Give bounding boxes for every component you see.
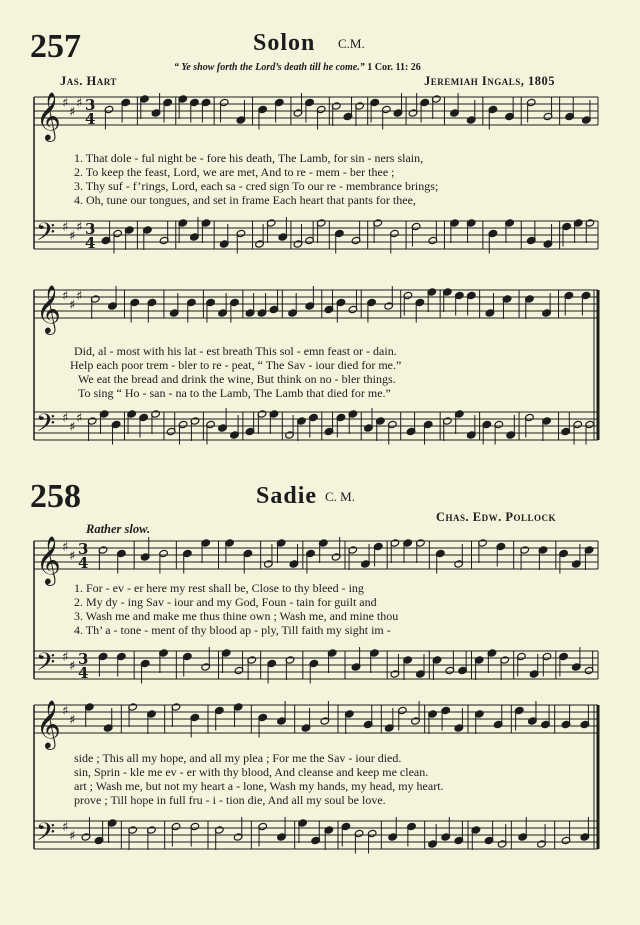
sharp-icon: ♯: [62, 650, 69, 665]
verse-line: To sing “ Ho - san - na to the Lamb, The Lamb that died for me.”: [78, 386, 391, 400]
meter-257: C.M.: [338, 36, 365, 51]
sharp-icon: ♯: [76, 96, 83, 111]
verse-line: 2. To keep the feast, Lord, we are met, And to re - mem - ber thee ;: [74, 165, 395, 179]
sharp-icon: ♯: [62, 704, 69, 719]
verse-line: 3. Thy suf - f’rings, Lord, each sa - cred sign To our re - membrance brings;: [74, 179, 439, 193]
treble-clef-icon: 𝄞: [36, 699, 61, 748]
verse-line: 4. Th’ a - tone - ment of thy blood ap - ply, Till faith my sight im -: [74, 623, 391, 637]
quote-text: “ Ye show forth the Lord’s death till he come.”: [174, 62, 365, 73]
tune-name-sadie: Sadie: [256, 483, 318, 509]
verse-line: side ; This all my hope, and all my plea ; For me the Sav - iour died.: [74, 751, 402, 765]
scripture-reference: 1 Cor. 11: 26: [367, 62, 421, 73]
music-credit-257: Jeremiah Ingals, 1805: [424, 74, 555, 88]
sharp-icon: ♯: [69, 713, 76, 728]
sharp-icon: ♯: [62, 96, 69, 111]
sharp-icon: ♯: [69, 420, 76, 435]
sharp-icon: ♯: [62, 540, 69, 555]
verse-line: Help each poor trem - bler to re - peat, “ The Sav - iour died for me.”: [70, 358, 402, 372]
sharp-icon: ♯: [62, 289, 69, 304]
verse-line: prove ; Till hope in full fru - i - tion die, And all my soul be love.: [74, 793, 386, 807]
time-signature-top: 3: [78, 650, 89, 668]
meter-258: C. M.: [325, 489, 355, 504]
time-signature-bottom: 4: [85, 110, 96, 128]
treble-clef-icon: 𝄞: [36, 284, 61, 333]
sharp-icon: ♯: [69, 549, 76, 564]
bass-clef-icon: 𝄢: [36, 648, 56, 683]
sharp-icon: ♯: [62, 820, 69, 835]
sharp-icon: ♯: [76, 220, 83, 235]
sharp-icon: ♯: [69, 298, 76, 313]
sharp-icon: ♯: [69, 829, 76, 844]
verse-line: 3. Wash me and make me thus thine own ; Wash me, and mine thou: [74, 609, 399, 623]
time-signature-top: 3: [78, 540, 89, 558]
sharp-icon: ♯: [69, 105, 76, 120]
time-signature-bottom: 4: [85, 234, 96, 252]
verse-line: We eat the bread and drink the wine, But think on no - bler things.: [78, 372, 396, 386]
sharp-icon: ♯: [69, 659, 76, 674]
time-signature-bottom: 4: [78, 554, 89, 572]
verse-line: 4. Oh, tune our tongues, and set in frame Each heart that pants for thee,: [74, 193, 416, 207]
verse-line: sin, Sprin - kle me ev - er with thy blood, And cleanse and keep me clean.: [74, 765, 429, 779]
time-signature-bottom: 4: [78, 664, 89, 682]
bass-clef-icon: 𝄢: [36, 409, 56, 444]
words-credit-257: Jas. Hart: [60, 74, 117, 88]
verse-line: 2. My dy - ing Sav - iour and my God, Foun - tain for guilt and: [74, 595, 377, 609]
bass-clef-icon: 𝄢: [36, 818, 56, 853]
treble-clef-icon: 𝄞: [36, 535, 61, 584]
hymn-number-258: 258: [30, 478, 81, 515]
sharp-icon: ♯: [62, 411, 69, 426]
verse-line: 1. For - ev - er here my rest shall be, Close to thy bleed - ing: [74, 581, 364, 595]
verse-line: Did, al - most with his lat - est breath This sol - emn feast or - dain.: [74, 344, 397, 358]
sharp-icon: ♯: [62, 220, 69, 235]
verse-line: 1. That dole - ful night be - fore his death, The Lamb, for sin - ners slain,: [74, 151, 424, 165]
bass-clef-icon: 𝄢: [36, 218, 56, 253]
sharp-icon: ♯: [76, 289, 83, 304]
hymn-number-257: 257: [30, 28, 81, 65]
time-signature-top: 3: [85, 220, 96, 238]
sharp-icon: ♯: [76, 411, 83, 426]
time-signature-top: 3: [85, 96, 96, 114]
verse-line: art ; Wash me, but not my heart a - lone, Wash my hands, my head, my heart.: [74, 779, 444, 793]
sharp-icon: ♯: [69, 229, 76, 244]
treble-clef-icon: 𝄞: [36, 91, 61, 140]
tempo-marking: Rather slow.: [86, 522, 151, 536]
tune-name-solon: Solon: [253, 30, 316, 56]
music-credit-258: Chas. Edw. Pollock: [436, 510, 557, 524]
